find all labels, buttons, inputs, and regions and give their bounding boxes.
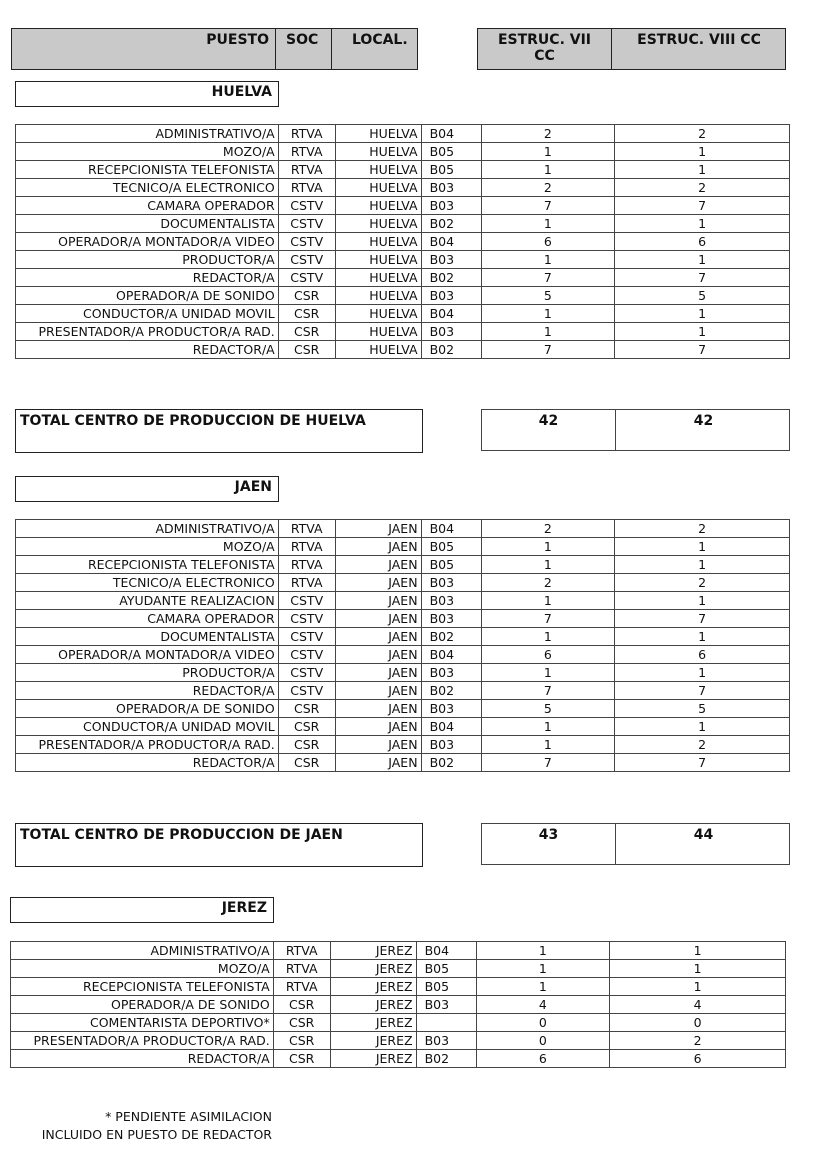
cell-soc: CSR bbox=[278, 736, 335, 754]
cell-puesto: DOCUMENTALISTA bbox=[16, 215, 279, 233]
total-huelva-estruc8: 42 bbox=[693, 413, 714, 429]
cell-soc: CSR bbox=[273, 1032, 330, 1050]
cell-categoria: B04 bbox=[421, 718, 481, 736]
table-row bbox=[11, 960, 786, 978]
table-row bbox=[16, 233, 790, 251]
cell-local: HUELVA bbox=[335, 287, 421, 305]
cell-soc: RTVA bbox=[278, 125, 335, 143]
cell-estruc8: 2 bbox=[615, 125, 790, 143]
cell-estruc8: 7 bbox=[615, 754, 790, 772]
cell-estruc8: 6 bbox=[615, 233, 790, 251]
cell-estruc8: 6 bbox=[615, 646, 790, 664]
cell-estruc8: 1 bbox=[615, 628, 790, 646]
cell-soc: RTVA bbox=[273, 978, 330, 996]
cell-categoria: B03 bbox=[416, 996, 476, 1014]
table-row bbox=[16, 251, 790, 269]
header-soc: SOC bbox=[286, 32, 319, 48]
cell-soc: RTVA bbox=[278, 143, 335, 161]
cell-estruc7: 1 bbox=[481, 538, 615, 556]
cell-puesto: RECEPCIONISTA TELEFONISTA bbox=[16, 556, 279, 574]
cell-local: JAEN bbox=[335, 646, 421, 664]
cell-estruc7: 1 bbox=[481, 628, 615, 646]
footnote bbox=[10, 1108, 272, 1144]
cell-soc: CSTV bbox=[278, 664, 335, 682]
cell-estruc7: 7 bbox=[481, 682, 615, 700]
cell-soc: RTVA bbox=[278, 574, 335, 592]
cell-estruc7: 1 bbox=[476, 960, 610, 978]
cell-categoria: B02 bbox=[421, 269, 481, 287]
cell-soc: CSTV bbox=[278, 610, 335, 628]
table-row bbox=[16, 305, 790, 323]
cell-categoria: B03 bbox=[421, 610, 481, 628]
cell-categoria: B04 bbox=[421, 125, 481, 143]
table-row bbox=[16, 143, 790, 161]
cell-puesto: MOZO/A bbox=[11, 960, 274, 978]
table-row bbox=[16, 664, 790, 682]
cell-soc: CSTV bbox=[278, 215, 335, 233]
cell-estruc8: 2 bbox=[615, 520, 790, 538]
cell-puesto: CONDUCTOR/A UNIDAD MOVIL bbox=[16, 305, 279, 323]
cell-local: JAEN bbox=[335, 556, 421, 574]
cell-local: JAEN bbox=[335, 592, 421, 610]
cell-estruc7: 7 bbox=[481, 610, 615, 628]
footnote-line-1: * PENDIENTE ASIMILACION bbox=[105, 1109, 272, 1124]
cell-estruc7: 5 bbox=[481, 287, 615, 305]
cell-soc: CSTV bbox=[278, 233, 335, 251]
table-row bbox=[11, 942, 786, 960]
cell-estruc7: 7 bbox=[481, 754, 615, 772]
cell-categoria: B05 bbox=[416, 960, 476, 978]
section-title-jaen: JAEN bbox=[15, 476, 279, 502]
total-values-huelva bbox=[481, 409, 790, 451]
cell-estruc8: 1 bbox=[615, 215, 790, 233]
header-estruc7-cell bbox=[478, 29, 612, 69]
footnote-line-2: INCLUIDO EN PUESTO DE REDACTOR bbox=[41, 1127, 272, 1142]
cell-estruc8: 7 bbox=[615, 269, 790, 287]
cell-local: JAEN bbox=[335, 700, 421, 718]
cell-soc: RTVA bbox=[278, 556, 335, 574]
cell-estruc7: 1 bbox=[481, 215, 615, 233]
cell-estruc7: 1 bbox=[481, 556, 615, 574]
cell-puesto: OPERADOR/A DE SONIDO bbox=[11, 996, 274, 1014]
cell-puesto: REDACTOR/A bbox=[16, 341, 279, 359]
table-row bbox=[16, 718, 790, 736]
table-row bbox=[16, 628, 790, 646]
cell-categoria: B03 bbox=[421, 287, 481, 305]
cell-categoria: B03 bbox=[421, 736, 481, 754]
cell-categoria: B04 bbox=[416, 942, 476, 960]
cell-estruc8: 1 bbox=[615, 718, 790, 736]
cell-soc: CSR bbox=[278, 323, 335, 341]
cell-local: HUELVA bbox=[335, 215, 421, 233]
cell-estruc8: 5 bbox=[615, 700, 790, 718]
cell-puesto: OPERADOR/A MONTADOR/A VIDEO bbox=[16, 646, 279, 664]
cell-categoria: B03 bbox=[421, 592, 481, 610]
cell-estruc8: 4 bbox=[610, 996, 786, 1014]
table-huelva bbox=[15, 124, 790, 359]
cell-puesto: DOCUMENTALISTA bbox=[16, 628, 279, 646]
header-estruc7: ESTRUC. VII CC bbox=[497, 32, 592, 64]
cell-puesto: TECNICO/A ELECTRONICO bbox=[16, 179, 279, 197]
cell-local: JAEN bbox=[335, 520, 421, 538]
cell-soc: CSR bbox=[278, 754, 335, 772]
cell-estruc8: 7 bbox=[615, 682, 790, 700]
cell-local: HUELVA bbox=[335, 341, 421, 359]
table-row bbox=[16, 161, 790, 179]
cell-categoria: B03 bbox=[421, 251, 481, 269]
cell-estruc7: 1 bbox=[481, 664, 615, 682]
table-jaen bbox=[15, 519, 790, 772]
table-row bbox=[16, 556, 790, 574]
cell-local: HUELVA bbox=[335, 233, 421, 251]
cell-estruc8: 2 bbox=[615, 179, 790, 197]
cell-estruc8: 2 bbox=[615, 736, 790, 754]
cell-puesto: PRESENTADOR/A PRODUCTOR/A RAD. bbox=[11, 1032, 274, 1050]
cell-puesto: CAMARA OPERADOR bbox=[16, 610, 279, 628]
cell-local: JAEN bbox=[335, 718, 421, 736]
cell-categoria: B04 bbox=[421, 520, 481, 538]
cell-estruc7: 2 bbox=[481, 574, 615, 592]
cell-puesto: REDACTOR/A bbox=[16, 754, 279, 772]
cell-puesto: MOZO/A bbox=[16, 538, 279, 556]
cell-local: JEREZ bbox=[330, 960, 416, 978]
cell-categoria: B02 bbox=[421, 682, 481, 700]
cell-local: HUELVA bbox=[335, 161, 421, 179]
cell-categoria: B03 bbox=[421, 574, 481, 592]
cell-local: JAEN bbox=[335, 628, 421, 646]
cell-categoria: B05 bbox=[421, 143, 481, 161]
total-huelva-estruc7: 42 bbox=[482, 410, 616, 450]
cell-local: JAEN bbox=[335, 664, 421, 682]
cell-categoria bbox=[416, 1014, 476, 1032]
cell-estruc7: 2 bbox=[481, 520, 615, 538]
cell-categoria: B02 bbox=[421, 215, 481, 233]
cell-soc: RTVA bbox=[273, 942, 330, 960]
cell-local: JAEN bbox=[335, 610, 421, 628]
table-row bbox=[16, 125, 790, 143]
cell-soc: CSTV bbox=[278, 592, 335, 610]
cell-puesto: OPERADOR/A DE SONIDO bbox=[16, 700, 279, 718]
cell-estruc8: 7 bbox=[615, 197, 790, 215]
cell-puesto: PRODUCTOR/A bbox=[16, 664, 279, 682]
cell-estruc7: 7 bbox=[481, 269, 615, 287]
cell-categoria: B05 bbox=[421, 538, 481, 556]
cell-estruc7: 1 bbox=[481, 718, 615, 736]
cell-soc: CSR bbox=[278, 287, 335, 305]
cell-estruc8: 1 bbox=[615, 323, 790, 341]
total-values-jaen bbox=[481, 823, 790, 865]
header-left-block bbox=[11, 28, 418, 70]
table-row bbox=[16, 610, 790, 628]
table-jerez bbox=[10, 941, 786, 1068]
cell-soc: CSR bbox=[273, 996, 330, 1014]
cell-categoria: B05 bbox=[421, 161, 481, 179]
table-row bbox=[11, 996, 786, 1014]
table-row bbox=[16, 574, 790, 592]
cell-estruc7: 2 bbox=[481, 179, 615, 197]
cell-soc: CSR bbox=[278, 718, 335, 736]
cell-soc: CSTV bbox=[278, 646, 335, 664]
table-row bbox=[11, 1032, 786, 1050]
header-estruc8-cell bbox=[612, 29, 786, 69]
cell-estruc7: 2 bbox=[481, 125, 615, 143]
cell-soc: RTVA bbox=[278, 179, 335, 197]
cell-local: HUELVA bbox=[335, 323, 421, 341]
total-jaen-estruc7: 43 bbox=[482, 824, 616, 864]
table-row bbox=[16, 269, 790, 287]
cell-estruc7: 1 bbox=[481, 143, 615, 161]
section-title-huelva: HUELVA bbox=[15, 81, 279, 107]
cell-puesto: AYUDANTE REALIZACION bbox=[16, 592, 279, 610]
cell-categoria: B04 bbox=[421, 233, 481, 251]
cell-estruc7: 1 bbox=[481, 305, 615, 323]
cell-estruc7: 5 bbox=[481, 700, 615, 718]
cell-categoria: B02 bbox=[421, 341, 481, 359]
cell-estruc8: 6 bbox=[610, 1050, 786, 1068]
cell-categoria: B05 bbox=[421, 556, 481, 574]
cell-estruc8: 7 bbox=[615, 341, 790, 359]
cell-local: JAEN bbox=[335, 574, 421, 592]
cell-estruc8: 1 bbox=[615, 161, 790, 179]
cell-estruc8: 2 bbox=[615, 574, 790, 592]
cell-local: JEREZ bbox=[330, 942, 416, 960]
cell-puesto: CAMARA OPERADOR bbox=[16, 197, 279, 215]
cell-local: HUELVA bbox=[335, 143, 421, 161]
cell-estruc7: 1 bbox=[481, 736, 615, 754]
cell-puesto: CONDUCTOR/A UNIDAD MOVIL bbox=[16, 718, 279, 736]
table-row bbox=[16, 538, 790, 556]
cell-categoria: B03 bbox=[421, 323, 481, 341]
cell-estruc8: 7 bbox=[615, 610, 790, 628]
header-puesto: PUESTO bbox=[206, 32, 269, 48]
cell-local: JAEN bbox=[335, 682, 421, 700]
table-row bbox=[16, 197, 790, 215]
cell-puesto: ADMINISTRATIVO/A bbox=[16, 520, 279, 538]
section-title-jerez: JEREZ bbox=[10, 897, 274, 923]
cell-local: JEREZ bbox=[330, 1014, 416, 1032]
header-estruc8: ESTRUC. VIII CC bbox=[637, 32, 761, 48]
cell-local: JAEN bbox=[335, 754, 421, 772]
header-local: LOCAL. bbox=[352, 32, 408, 48]
cell-puesto: TECNICO/A ELECTRONICO bbox=[16, 574, 279, 592]
cell-local: JEREZ bbox=[330, 1050, 416, 1068]
cell-soc: CSTV bbox=[278, 197, 335, 215]
table-row bbox=[16, 682, 790, 700]
cell-estruc8: 2 bbox=[610, 1032, 786, 1050]
cell-soc: CSTV bbox=[278, 628, 335, 646]
table-row bbox=[16, 736, 790, 754]
total-label-jaen: TOTAL CENTRO DE PRODUCCION DE JAEN bbox=[15, 823, 423, 867]
cell-estruc8: 1 bbox=[615, 538, 790, 556]
cell-puesto: COMENTARISTA DEPORTIVO* bbox=[11, 1014, 274, 1032]
cell-puesto: PRESENTADOR/A PRODUCTOR/A RAD. bbox=[16, 323, 279, 341]
cell-soc: RTVA bbox=[278, 520, 335, 538]
total-label-huelva: TOTAL CENTRO DE PRODUCCION DE HUELVA bbox=[15, 409, 423, 453]
cell-local: JAEN bbox=[335, 736, 421, 754]
cell-local: HUELVA bbox=[335, 179, 421, 197]
cell-puesto: RECEPCIONISTA TELEFONISTA bbox=[11, 978, 274, 996]
cell-estruc7: 7 bbox=[481, 197, 615, 215]
cell-categoria: B03 bbox=[421, 700, 481, 718]
cell-soc: CSR bbox=[278, 700, 335, 718]
cell-estruc7: 7 bbox=[481, 341, 615, 359]
cell-categoria: B02 bbox=[421, 754, 481, 772]
cell-categoria: B03 bbox=[421, 197, 481, 215]
cell-local: JEREZ bbox=[330, 1032, 416, 1050]
cell-local: JAEN bbox=[335, 538, 421, 556]
cell-soc: CSR bbox=[278, 305, 335, 323]
header-soc-cell bbox=[276, 29, 332, 69]
cell-puesto: PRESENTADOR/A PRODUCTOR/A RAD. bbox=[16, 736, 279, 754]
table-row bbox=[16, 520, 790, 538]
cell-soc: RTVA bbox=[273, 960, 330, 978]
cell-soc: CSTV bbox=[278, 251, 335, 269]
cell-local: HUELVA bbox=[335, 197, 421, 215]
cell-puesto: ADMINISTRATIVO/A bbox=[11, 942, 274, 960]
table-row bbox=[16, 700, 790, 718]
cell-estruc8: 1 bbox=[615, 664, 790, 682]
table-row bbox=[16, 754, 790, 772]
cell-estruc8: 1 bbox=[615, 556, 790, 574]
cell-local: JEREZ bbox=[330, 978, 416, 996]
header-puesto-cell bbox=[12, 29, 276, 69]
cell-estruc8: 1 bbox=[610, 960, 786, 978]
cell-categoria: B02 bbox=[416, 1050, 476, 1068]
cell-estruc7: 6 bbox=[481, 646, 615, 664]
cell-puesto: REDACTOR/A bbox=[16, 682, 279, 700]
cell-puesto: ADMINISTRATIVO/A bbox=[16, 125, 279, 143]
table-row bbox=[16, 323, 790, 341]
cell-soc: CSR bbox=[273, 1050, 330, 1068]
cell-local: HUELVA bbox=[335, 305, 421, 323]
cell-estruc7: 1 bbox=[476, 942, 610, 960]
table-row bbox=[16, 287, 790, 305]
cell-estruc8: 1 bbox=[615, 251, 790, 269]
cell-puesto: MOZO/A bbox=[16, 143, 279, 161]
cell-local: HUELVA bbox=[335, 269, 421, 287]
cell-estruc8: 1 bbox=[615, 143, 790, 161]
cell-soc: RTVA bbox=[278, 161, 335, 179]
cell-puesto: RECEPCIONISTA TELEFONISTA bbox=[16, 161, 279, 179]
table-row bbox=[16, 592, 790, 610]
total-jaen-estruc8: 44 bbox=[693, 827, 714, 843]
cell-estruc7: 1 bbox=[476, 978, 610, 996]
cell-categoria: B03 bbox=[421, 179, 481, 197]
cell-local: HUELVA bbox=[335, 251, 421, 269]
cell-estruc7: 4 bbox=[476, 996, 610, 1014]
cell-categoria: B02 bbox=[421, 628, 481, 646]
cell-estruc8: 1 bbox=[610, 942, 786, 960]
cell-estruc8: 1 bbox=[615, 592, 790, 610]
cell-soc: RTVA bbox=[278, 538, 335, 556]
cell-estruc7: 6 bbox=[476, 1050, 610, 1068]
cell-estruc8: 1 bbox=[610, 978, 786, 996]
cell-puesto: OPERADOR/A DE SONIDO bbox=[16, 287, 279, 305]
cell-local: HUELVA bbox=[335, 125, 421, 143]
table-row bbox=[16, 215, 790, 233]
cell-estruc8: 0 bbox=[610, 1014, 786, 1032]
cell-estruc7: 1 bbox=[481, 323, 615, 341]
cell-soc: CSTV bbox=[278, 269, 335, 287]
cell-puesto: REDACTOR/A bbox=[11, 1050, 274, 1068]
header-local-cell bbox=[332, 29, 418, 69]
cell-local: JEREZ bbox=[330, 996, 416, 1014]
table-row bbox=[11, 1014, 786, 1032]
cell-estruc7: 1 bbox=[481, 592, 615, 610]
cell-puesto: PRODUCTOR/A bbox=[16, 251, 279, 269]
cell-puesto: REDACTOR/A bbox=[16, 269, 279, 287]
cell-estruc8: 1 bbox=[615, 305, 790, 323]
cell-soc: CSTV bbox=[278, 682, 335, 700]
table-row bbox=[16, 646, 790, 664]
cell-estruc7: 0 bbox=[476, 1032, 610, 1050]
cell-categoria: B04 bbox=[421, 646, 481, 664]
table-row bbox=[11, 978, 786, 996]
cell-estruc7: 6 bbox=[481, 233, 615, 251]
cell-estruc8: 5 bbox=[615, 287, 790, 305]
cell-soc: CSR bbox=[273, 1014, 330, 1032]
cell-estruc7: 0 bbox=[476, 1014, 610, 1032]
cell-soc: CSR bbox=[278, 341, 335, 359]
table-row bbox=[16, 341, 790, 359]
cell-estruc7: 1 bbox=[481, 251, 615, 269]
cell-puesto: OPERADOR/A MONTADOR/A VIDEO bbox=[16, 233, 279, 251]
header-right-block bbox=[477, 28, 786, 70]
cell-categoria: B03 bbox=[416, 1032, 476, 1050]
cell-categoria: B04 bbox=[421, 305, 481, 323]
table-row bbox=[11, 1050, 786, 1068]
cell-categoria: B03 bbox=[421, 664, 481, 682]
cell-estruc7: 1 bbox=[481, 161, 615, 179]
cell-categoria: B05 bbox=[416, 978, 476, 996]
table-row bbox=[16, 179, 790, 197]
